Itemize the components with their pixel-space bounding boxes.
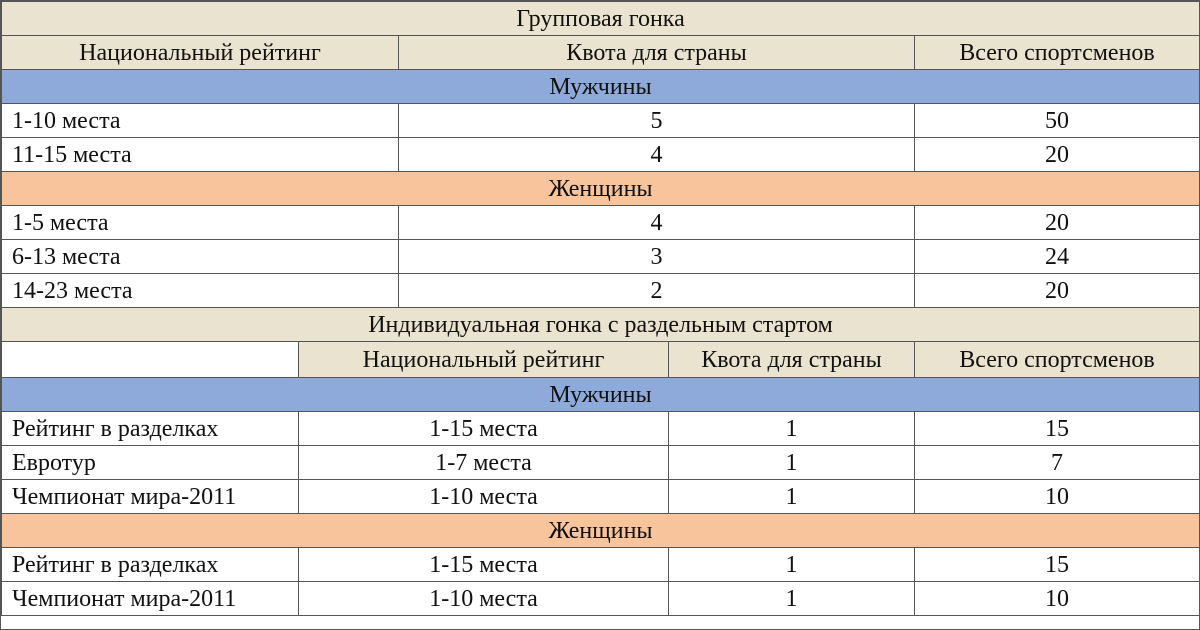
- rating-cell: 1-15 места: [299, 548, 669, 582]
- quota-cell: 1: [669, 446, 915, 480]
- total-cell: 7: [915, 446, 1200, 480]
- group-race-header-row: [2, 36, 1200, 70]
- tt-women-label-row: [2, 514, 1200, 548]
- group-women-label-row: [2, 172, 1200, 206]
- time-trial-header-row: [2, 342, 1200, 378]
- total-cell: 24: [915, 240, 1200, 274]
- total-cell: 50: [915, 104, 1200, 138]
- group-header-total: Всего спортсменов: [915, 36, 1200, 70]
- quota-table: [1, 1, 1200, 616]
- table-row: [2, 206, 1200, 240]
- table-row: [2, 274, 1200, 308]
- time-trial-title-row: [2, 308, 1200, 342]
- rating-cell: 1-10 места: [2, 104, 399, 138]
- tt-men-label-row: [2, 378, 1200, 412]
- rating-cell: 1-5 места: [2, 206, 399, 240]
- tt-header-blank: [2, 342, 299, 378]
- ranking-source-cell: Рейтинг в разделках: [2, 412, 299, 446]
- rating-cell: 1-10 места: [299, 480, 669, 514]
- total-cell: 10: [915, 582, 1200, 616]
- total-cell: 20: [915, 274, 1200, 308]
- total-cell: 20: [915, 206, 1200, 240]
- total-cell: 10: [915, 480, 1200, 514]
- table-row: [2, 582, 1200, 616]
- quota-cell: 1: [669, 582, 915, 616]
- table-row: [2, 412, 1200, 446]
- rating-cell: 6-13 места: [2, 240, 399, 274]
- rating-cell: 1-15 места: [299, 412, 669, 446]
- table-row: [2, 446, 1200, 480]
- rating-cell: 14-23 места: [2, 274, 399, 308]
- tt-men-label: Мужчины: [2, 378, 1200, 412]
- ranking-source-cell: Чемпионат мира-2011: [2, 582, 299, 616]
- rating-cell: 1-10 места: [299, 582, 669, 616]
- table-row: [2, 240, 1200, 274]
- quota-cell: 4: [399, 138, 915, 172]
- time-trial-title: Индивидуальная гонка с раздельным стартом: [2, 308, 1200, 342]
- quota-cell: 1: [669, 412, 915, 446]
- rating-cell: 11-15 места: [2, 138, 399, 172]
- tt-header-rating: Национальный рейтинг: [299, 342, 669, 378]
- table-row: [2, 548, 1200, 582]
- group-header-quota: Квота для страны: [399, 36, 915, 70]
- table-row: [2, 104, 1200, 138]
- quota-cell: 1: [669, 548, 915, 582]
- tt-header-quota: Квота для страны: [669, 342, 915, 378]
- quota-cell: 2: [399, 274, 915, 308]
- tt-women-label: Женщины: [2, 514, 1200, 548]
- tt-header-total: Всего спортсменов: [915, 342, 1200, 378]
- quota-cell: 1: [669, 480, 915, 514]
- group-race-title: Групповая гонка: [2, 2, 1200, 36]
- table-row: [2, 138, 1200, 172]
- ranking-source-cell: Евротур: [2, 446, 299, 480]
- total-cell: 20: [915, 138, 1200, 172]
- table-row: [2, 480, 1200, 514]
- group-women-label: Женщины: [2, 172, 1200, 206]
- quota-cell: 4: [399, 206, 915, 240]
- quota-cell: 5: [399, 104, 915, 138]
- total-cell: 15: [915, 412, 1200, 446]
- rating-cell: 1-7 места: [299, 446, 669, 480]
- group-men-label-row: [2, 70, 1200, 104]
- quota-cell: 3: [399, 240, 915, 274]
- ranking-source-cell: Чемпионат мира-2011: [2, 480, 299, 514]
- ranking-source-cell: Рейтинг в разделках: [2, 548, 299, 582]
- group-race-title-row: [2, 2, 1200, 36]
- group-men-label: Мужчины: [2, 70, 1200, 104]
- group-header-rating: Национальный рейтинг: [2, 36, 399, 70]
- total-cell: 15: [915, 548, 1200, 582]
